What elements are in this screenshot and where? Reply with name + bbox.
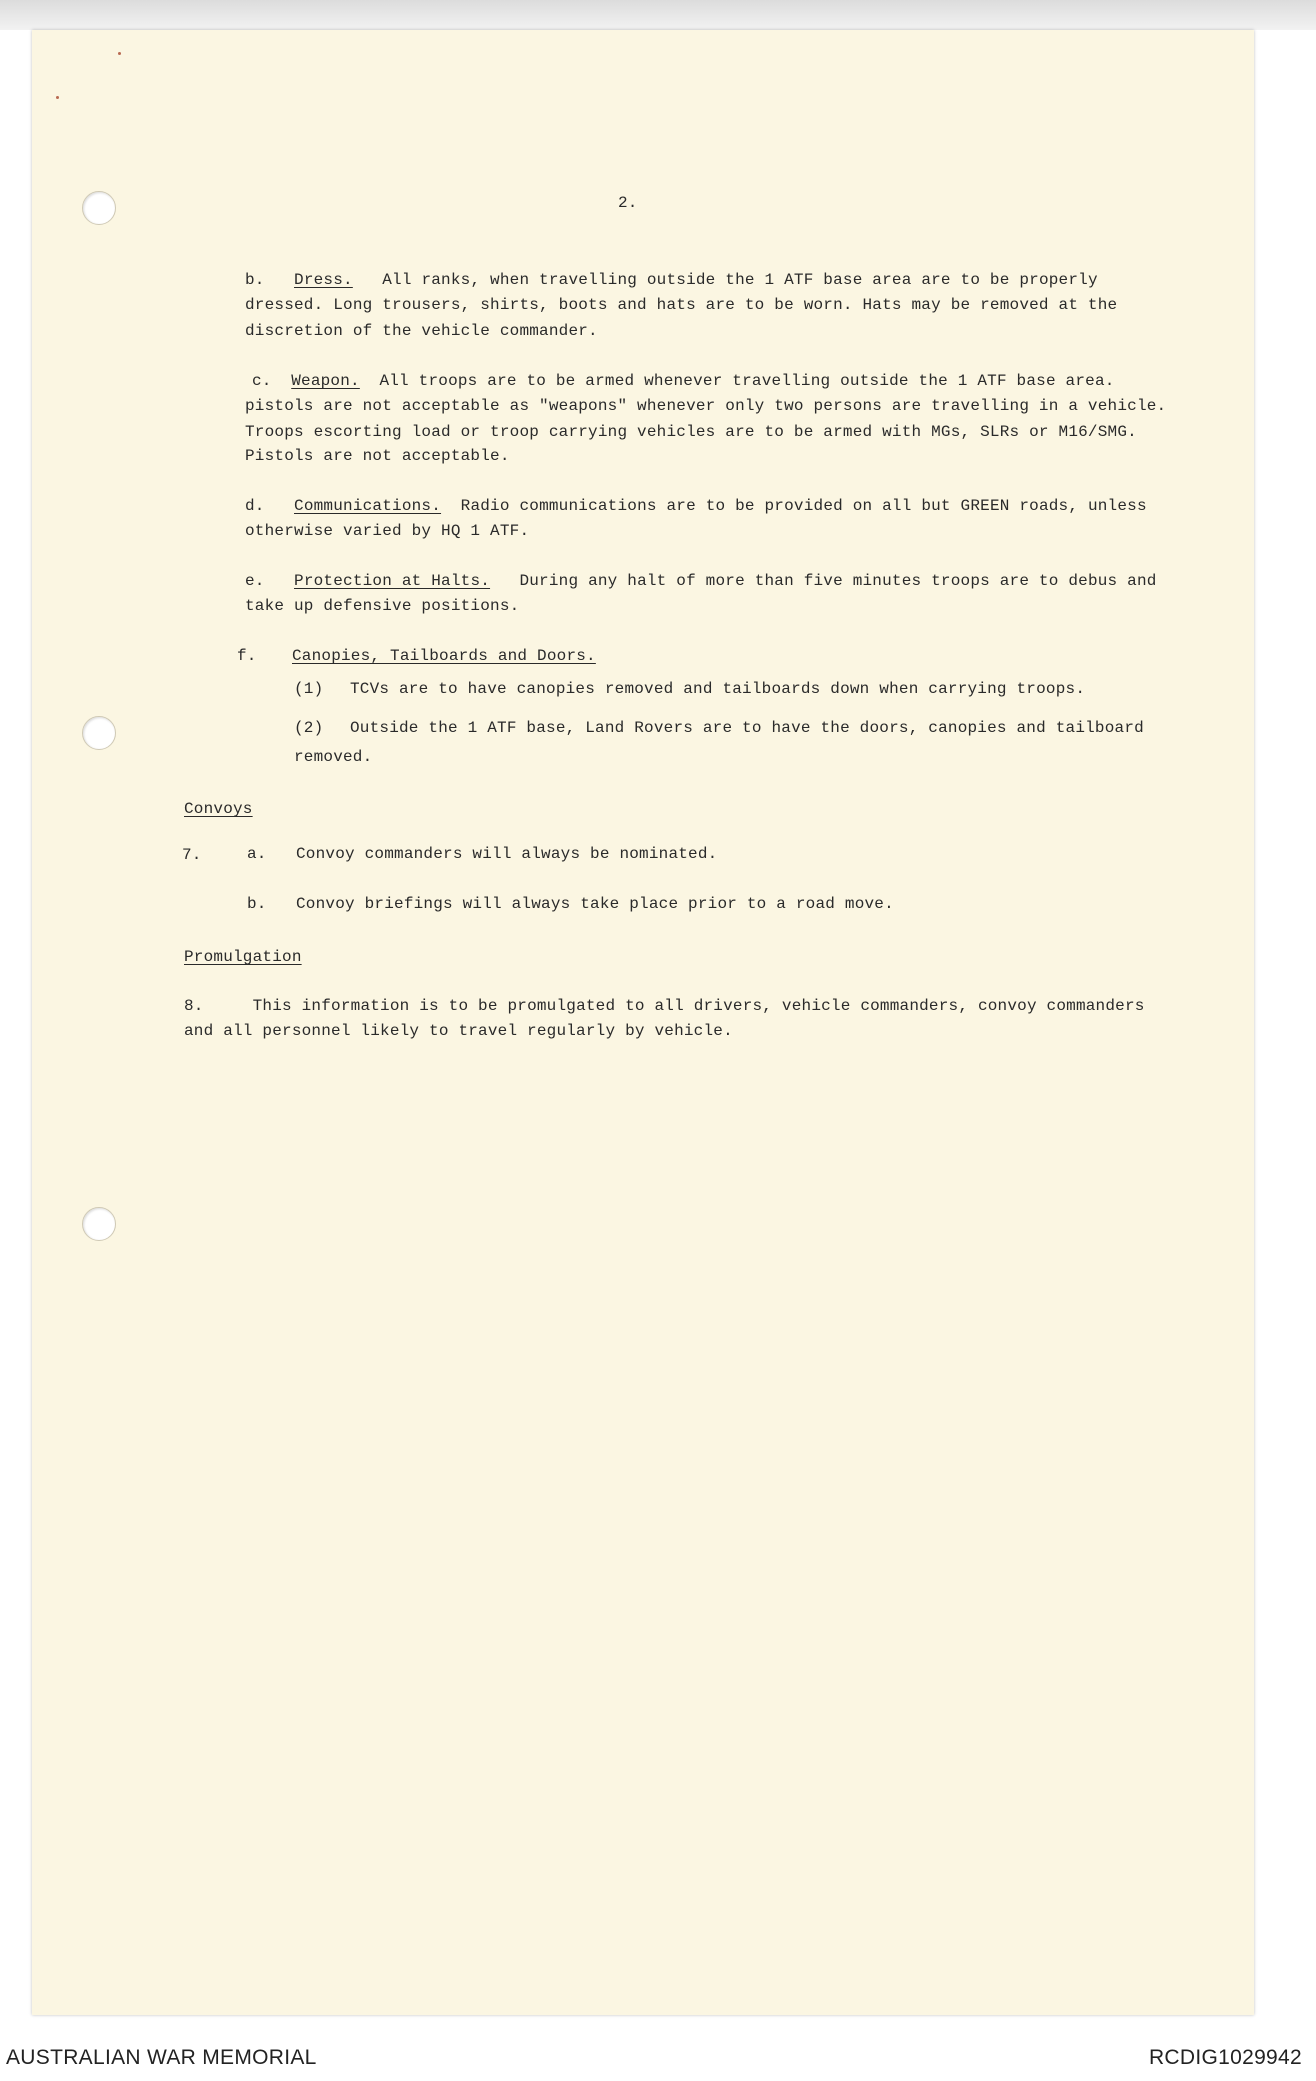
weapon-line-1 bbox=[252, 372, 1115, 390]
convoys-item-a-marker: a. bbox=[247, 845, 267, 863]
punch-hole-top bbox=[82, 191, 116, 225]
dress-line-1 bbox=[245, 271, 1098, 289]
dress-line-2: dressed. Long trousers, shirts, boots and hats are to be worn. Hats may be removed at the bbox=[245, 296, 1118, 314]
promulgation-text: This information is to be promulgated to all drivers, vehicle commanders, convoy commanders bbox=[252, 997, 1145, 1015]
page-number: 2. bbox=[618, 194, 638, 212]
promulgation-heading: Promulgation bbox=[184, 948, 302, 966]
canopies-item-1-num: (1) bbox=[294, 680, 324, 698]
halts-line-1 bbox=[245, 572, 1157, 590]
top-strip bbox=[0, 0, 1316, 30]
punch-hole-middle bbox=[82, 716, 116, 750]
promulgation-para-number: 8. bbox=[184, 997, 204, 1015]
promulgation-line-1 bbox=[184, 997, 1145, 1015]
communications-line-2: otherwise varied by HQ 1 ATF. bbox=[245, 522, 530, 540]
dress-line-3: discretion of the vehicle commander. bbox=[245, 322, 598, 340]
convoys-para-number: 7. bbox=[182, 846, 202, 864]
paper-speck bbox=[118, 52, 121, 55]
canopies-item-2-num: (2) bbox=[294, 719, 324, 737]
communications-line-1 bbox=[245, 497, 1147, 515]
canopies-item-1-text: TCVs are to have canopies removed and tailboards down when carrying troops. bbox=[350, 680, 1086, 698]
convoys-item-a-text: Convoy commanders will always be nominated. bbox=[296, 845, 718, 863]
halts-title: Protection at Halts. bbox=[294, 572, 491, 590]
weapon-text: All troops are to be armed whenever travelling outside the 1 ATF base area. bbox=[379, 372, 1115, 390]
dress-title: Dress. bbox=[294, 271, 353, 289]
communications-text: Radio communications are to be provided on all but GREEN roads, unless bbox=[460, 497, 1147, 515]
punch-hole-bottom bbox=[82, 1207, 116, 1241]
weapon-line-4: Pistols are not acceptable. bbox=[245, 447, 510, 465]
dress-marker: b. bbox=[245, 271, 265, 289]
halts-text: During any halt of more than five minutes troops are to debus and bbox=[519, 572, 1157, 590]
paper-speck bbox=[56, 96, 59, 99]
halts-line-2: take up defensive positions. bbox=[245, 597, 520, 615]
footer-archive-name: AUSTRALIAN WAR MEMORIAL bbox=[6, 2046, 317, 2069]
communications-title: Communications. bbox=[294, 497, 442, 515]
weapon-line-2: pistols are not acceptable as "weapons" whenever only two persons are travelling in a vehicle. bbox=[245, 397, 1167, 415]
weapon-line-3: Troops escorting load or troop carrying vehicles are to be armed with MGs, SLRs or M16/SMG. bbox=[245, 423, 1137, 441]
convoys-item-b-marker: b. bbox=[247, 895, 267, 913]
communications-marker: d. bbox=[245, 497, 265, 515]
document-page bbox=[32, 30, 1254, 2015]
canopies-item-2-text: Outside the 1 ATF base, Land Rovers are to have the doors, canopies and tailboard bbox=[350, 719, 1144, 737]
weapon-marker: c. bbox=[252, 372, 272, 390]
convoys-item-b-text: Convoy briefings will always take place prior to a road move. bbox=[296, 895, 894, 913]
canopies-marker: f. bbox=[237, 647, 257, 665]
promulgation-line-2: and all personnel likely to travel regularly by vehicle. bbox=[184, 1022, 733, 1040]
convoys-heading: Convoys bbox=[184, 800, 253, 818]
canopies-item-2-text-2: removed. bbox=[294, 748, 373, 766]
halts-marker: e. bbox=[245, 572, 265, 590]
weapon-title: Weapon. bbox=[291, 372, 360, 390]
footer-record-id: RCDIG1029942 bbox=[1148, 2046, 1302, 2069]
dress-text: All ranks, when travelling outside the 1 ATF base area are to be properly bbox=[382, 271, 1098, 289]
canopies-title: Canopies, Tailboards and Doors. bbox=[292, 647, 596, 665]
